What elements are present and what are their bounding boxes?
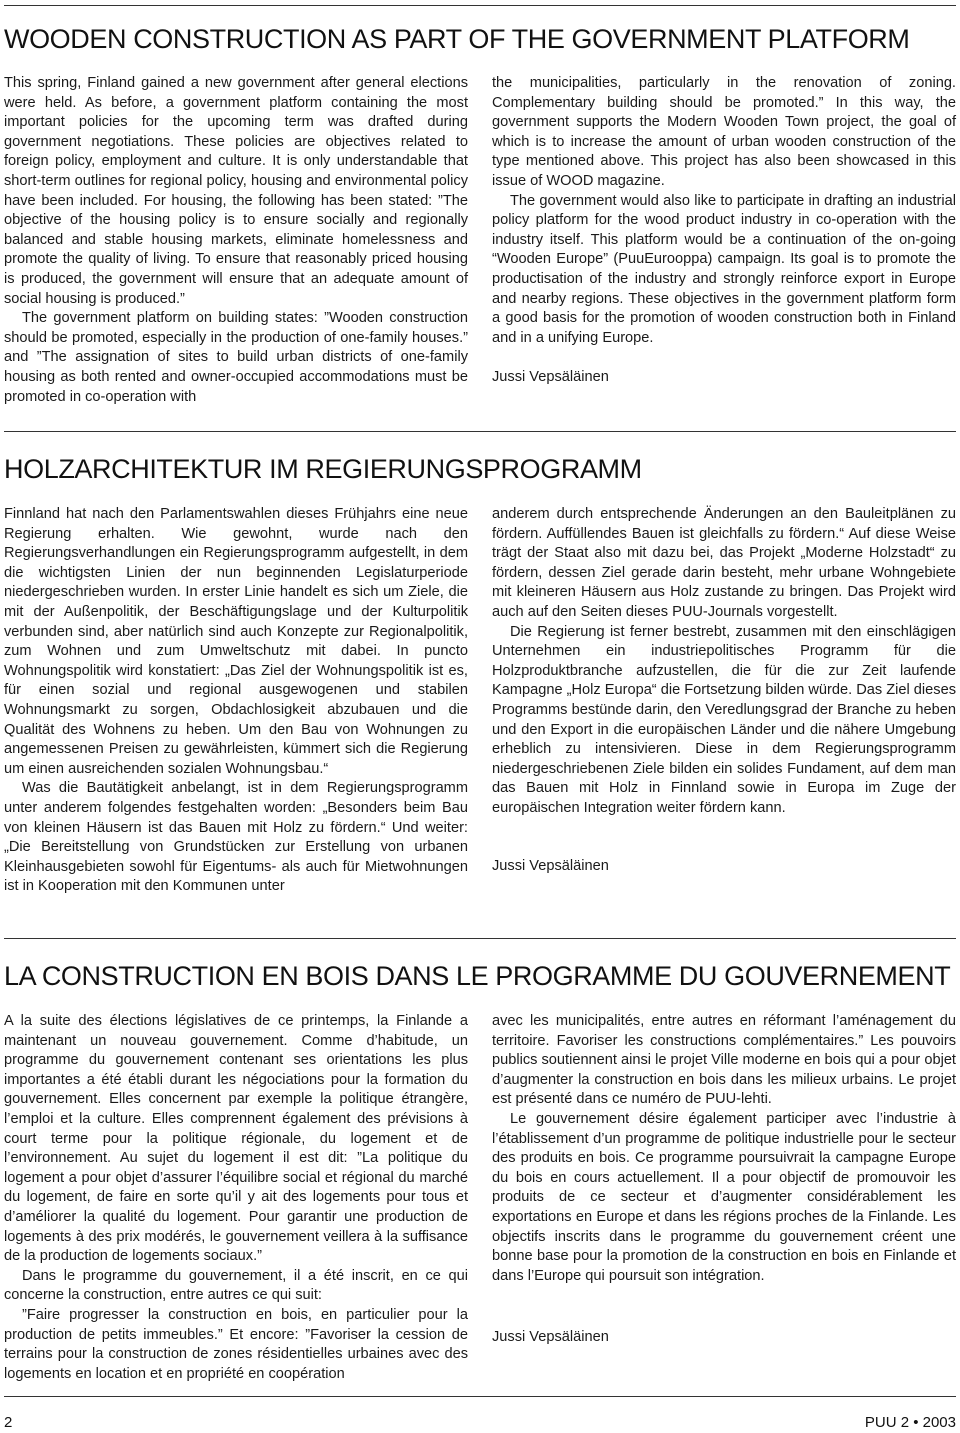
french-right-paragraph-2: Le gouvernement désire également participer avec l’industrie à l’établissement d’un programme de politique industrielle pour le secteur des produits en bois. Ce programme poursuivrait la campagne Europe du bois en cours actuellement. Il a pour objectif de promouvoir les produits de ce secteur et d’augmenter considérablement les exportations en Europe et dans les régions proches de la Finlande. Les objectifs inscrits dans le programme du gouvernement créent une bonne base pour la promotion de la construction en bois en Finlande et dans l’Europe qui poursuit son intégration. xyxy=(492,1110,956,1284)
german-title: HOLZARCHITEKTUR IM REGIERUNGSPROGRAMM xyxy=(4,454,642,484)
english-column-left xyxy=(4,74,468,407)
page-number: 2 xyxy=(4,1414,13,1431)
section-divider-1 xyxy=(4,431,956,432)
french-left-paragraph-2: Dans le programme du gouvernement, il a été inscrit, en ce qui concerne la construction, entre autres ce qui suit: xyxy=(4,1267,468,1304)
english-left-paragraph-2: The government platform on building states: ”Wooden construction should be promoted, especially in the production of one-family houses.” and ”The assignation of sites to build urban districts of one-family housing as both rented and owner-occupied accommodations must be promoted in co-operation with xyxy=(4,310,468,405)
german-column-right xyxy=(492,505,956,876)
french-column-left xyxy=(4,1012,468,1384)
section-divider-2 xyxy=(4,938,956,939)
french-signature: Jussi Vepsäläinen xyxy=(492,1329,609,1346)
publication-issue: PUU 2 • 2003 xyxy=(864,1414,956,1431)
german-column-left xyxy=(4,505,468,897)
german-signature: Jussi Vepsäläinen xyxy=(492,857,609,874)
english-right-paragraph-2: The government would also like to participate in drafting an industrial policy platform for the wood product industry in co-operation with the industry itself. This platform would be a continuation of the on-going “Wooden Europe” (PuuEurooppa) campaign. Its goal is to promote the productisation of the industry and strongly reinforce export in Europe and nearby regions. These objectives in the government platform form a good basis for the promotion of wooden construction both in Finland and in a unifying Europe. xyxy=(492,192,956,346)
french-left-paragraph-3: ”Faire progresser la construction en bois, en particulier pour la production de petits immeubles.” Et encore: ”Favoriser la cession de terrains pour la construction de zones résidentielles urbaines avec des logements en location et en propriété en coopération xyxy=(4,1306,468,1382)
french-title: LA CONSTRUCTION EN BOIS DANS LE PROGRAMME DU GOUVERNEMENT xyxy=(4,961,951,991)
english-signature: Jussi Vepsäläinen xyxy=(492,368,609,385)
french-left-paragraph-1: A la suite des élections législatives de ce printemps, la Finlande a maintenant un nouveau gouvernement. Comme d’habitude, un programme du gouvernement contenant ses orientations les plus importantes a été établi durant les négociations pour la formation du gouvernement. Elles concernent par exemple la politique étrangère, l’emploi et la culture. Elles comprennent également des prévisions à court terme pour la politique régionale, du logement et de l’environnement. Au sujet du logement il est dit: ”La politique du logement a pour objet d’assurer l’équilibre social et régional du marché du logement, de faire en sorte qu’il y ait des logements pour tous et d’améliorer la qualité du logement. Pour garantir une production de logements à des prix modérés, le gouvernement veillera à la suffisance de la production de logements sociaux.” xyxy=(4,1013,468,1265)
english-left-paragraph-1: This spring, Finland gained a new government after general elections were held. As before, a government platform containing the most important policies for the upcoming term was drafted during government negotiations. These policies are objectives related to foreign policy, employment and culture. It is only understandable that short-term outlines for regional policy, housing and environmental policy have been included. For housing, the following has been stated: ”The objective of the housing policy is to ensure socially and regionally balanced and stable housing markets, eliminate homelessness and promote the quality of living. To ensure that reasonably priced housing is produced, the government will ensure that an adequate amount of social housing is produced.” xyxy=(4,75,468,307)
french-column-right xyxy=(492,1012,956,1348)
footer-rule xyxy=(4,1396,956,1397)
french-right-paragraph-1: avec les municipalités, entre autres en réformant l’aménagement du territoire. Favoriser les constructions complémentaires.” Les pouvoirs publics soutiennent ainsi le projet Ville moderne en bois qui a pour objet d’augmenter la construction en bois dans les milieux urbains. Le projet est présenté dans ce numéro de PUU-lehti. xyxy=(492,1013,956,1108)
german-right-paragraph-1: anderem durch entsprechende Änderungen an den Bauleitplänen zu fördern. Auffüllendes Bauen ist gleichfalls zu fördern.“ Auf diese Weise trägt der Staat also mit dazu bei, das Projekt „Moderne Holzstadt“ zu fördern, dessen Ziel gerade darin besteht, mehr urbane Wohngebiete mit kleineren Häusern aus Holz zustande zu bringen. Das Projekt wird auch auf den Seiten dieses PUU-Journals vorgestellt. xyxy=(492,506,956,620)
english-right-paragraph-1: the municipalities, particularly in the renovation of zoning. Complementary building should be promoted.” In this way, the government supports the Modern Wooden Town project, the goal of which is to increase the amount of urban wooden construction of the type mentioned above. This project has also been showcased in this issue of WOOD magazine. xyxy=(492,75,956,189)
german-right-paragraph-2: Die Regierung ist ferner bestrebt, zusammen mit den einschlägigen Unternehmen ein industriepolitisches Programm für die Holzproduktbranche aufzustellen, die für die zur Zeit laufende Kampagne „Holz Europa“ die Fortsetzung bilden würde. Das Ziel dieses Programms bestünde darin, den Veredlungsgrad der Branche zu heben und den Export in die europäischen Länder und die nähere Umgebung erheblich zu intensivieren. Diese in dem Regierungsprogramm niedergeschriebenen Ziele bilden ein solides Fundament, auf dem man das Bauen mit Holz in Finnland sowie in Europa im Zuge der europäischen Integration weiter fördern kann. xyxy=(492,623,956,816)
english-column-right xyxy=(492,74,956,388)
top-rule xyxy=(4,5,956,6)
german-left-paragraph-1: Finnland hat nach den Parlamentswahlen dieses Frühjahrs eine neue Regierung erhalten. Wie gewohnt, wurde nach den Regierungsverhandlungen ein Regierungsprogramm aufgestellt, in dem die wichtigsten Linien der nun beginnenden Legislaturperiode niedergeschrieben wurden. In erster Linie handelt es sich um Ziele, die mit der Außenpolitik, der Beschäftigungslage und der Kulturpolitik verbunden sind, aber natürlich sind auch Konzepte zur Regionalpolitik, zum Wohnen und zum Umweltschutz mit dabei. In puncto Wohnungspolitik wird konstatiert: „Das Ziel der Wohnungspolitik ist es, für einen sozial und regional ausgewogenen und stabilen Wohnungsmarkt zu sorgen, Obdachlosigkeit abzubauen und die Qualität des Wohnens zu heben. Um den Bau von Wohnungen zu angemessenen Preisen zu gewährleisten, kümmert sich die Regierung um einen ausreichenden sozialen Wohnungsbau.“ xyxy=(4,506,468,777)
english-title: WOODEN CONSTRUCTION AS PART OF THE GOVERNMENT PLATFORM xyxy=(4,24,910,54)
german-left-paragraph-2: Was die Bautätigkeit anbelangt, ist in dem Regierungsprogramm unter anderem folgendes festgehalten worden: „Besonders beim Bau von kleinen Häusern ist das Bauen mit Holz zu fördern.“ Und weiter: „Die Bereitstellung von Grundstücken zur Erstellung von urbanen Kleinhausgebieten sowohl für Eigentums- als auch für Mietwohnungen ist in Kooperation mit den Kommunen unter xyxy=(4,780,468,895)
